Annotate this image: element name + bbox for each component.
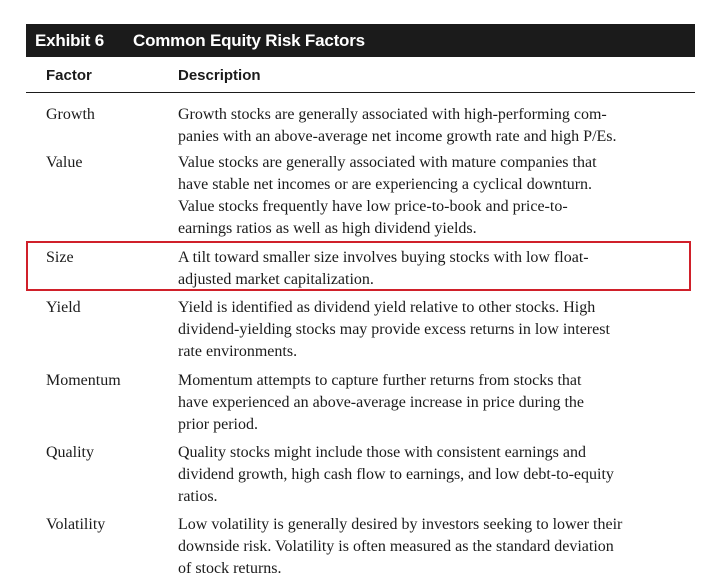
- description-line: A tilt toward smaller size involves buying stocks with low float-: [178, 249, 589, 266]
- description-line: Low volatility is generally desired by investors seeking to lower their: [178, 516, 623, 533]
- factor-description: [178, 370, 678, 436]
- factor-description: [178, 514, 678, 580]
- factor-description: [178, 152, 678, 240]
- factor-name: Size: [46, 249, 74, 266]
- factor-name: Momentum: [46, 372, 121, 389]
- description-line: Momentum attempts to capture further returns from stocks that: [178, 372, 582, 389]
- exhibit-title: Common Equity Risk Factors: [133, 31, 365, 50]
- description-line: dividend-yielding stocks may provide excess returns in low interest: [178, 321, 610, 338]
- table-row-growth: [26, 104, 695, 148]
- factor-name: Quality: [46, 444, 94, 461]
- table-row-yield: [26, 297, 695, 363]
- description-line: prior period.: [178, 416, 258, 433]
- table-row-quality: [26, 442, 695, 508]
- factor-name: Volatility: [46, 516, 106, 533]
- factor-name: Yield: [46, 299, 81, 316]
- exhibit-label: Exhibit 6: [35, 31, 105, 50]
- factor-description: [178, 442, 678, 508]
- table-row-volatility: [26, 514, 695, 580]
- column-header-factor: Factor: [46, 67, 92, 84]
- description-line: earnings ratios as well as high dividend yields.: [178, 220, 477, 237]
- description-line: Value stocks are generally associated with mature companies that: [178, 154, 597, 171]
- factor-description: [178, 104, 678, 148]
- column-header-description: Description: [178, 67, 261, 84]
- description-line: Quality stocks might include those with consistent earnings and: [178, 444, 586, 461]
- description-line: Value stocks frequently have low price-to-book and price-to-: [178, 198, 568, 215]
- description-line: Yield is identified as dividend yield relative to other stocks. High: [178, 299, 596, 316]
- table-row-momentum: [26, 370, 695, 436]
- table-header: [26, 57, 695, 93]
- factor-name: Growth: [46, 106, 95, 123]
- size-row-highlight-box: [26, 241, 691, 291]
- description-line: dividend growth, high cash flow to earnings, and low debt-to-equity: [178, 466, 614, 483]
- description-line: adjusted market capitalization.: [178, 271, 374, 288]
- description-line: downside risk. Volatility is often measured as the standard deviation: [178, 538, 614, 555]
- exhibit-title-bar: [26, 24, 695, 57]
- factor-description: [178, 297, 678, 363]
- description-line: have stable net incomes or are experiencing a cyclical downturn.: [178, 176, 593, 193]
- description-line: ratios.: [178, 488, 218, 505]
- table-row-value: [26, 152, 695, 240]
- description-line: of stock returns.: [178, 560, 282, 577]
- description-line: panies with an above-average net income growth rate and high P/Es.: [178, 128, 617, 145]
- description-line: Growth stocks are generally associated with high-performing com-: [178, 106, 607, 123]
- description-line: have experienced an above-average increase in price during the: [178, 394, 584, 411]
- factor-name: Value: [46, 154, 83, 171]
- description-line: rate environments.: [178, 343, 298, 360]
